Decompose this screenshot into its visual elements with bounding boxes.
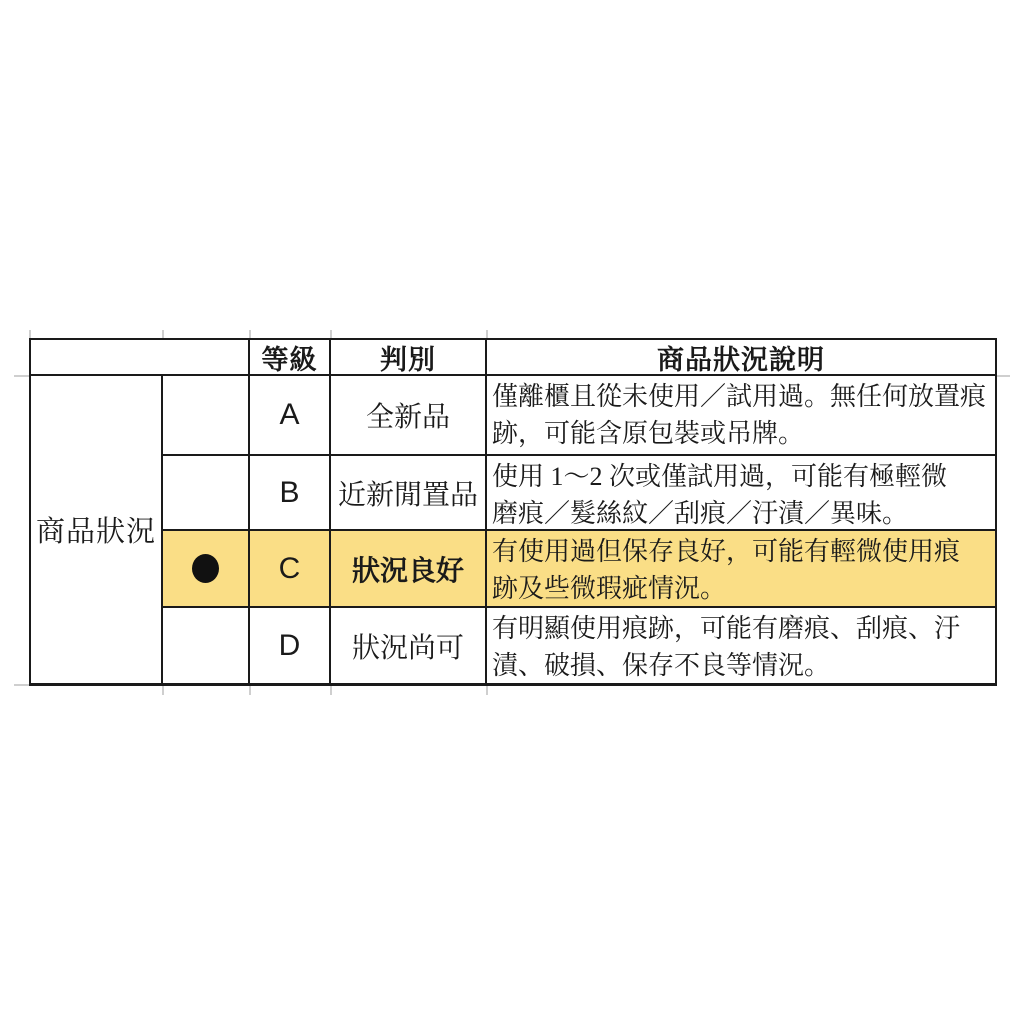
label-cell-b: 近新閒置品 bbox=[331, 456, 487, 531]
grade-cell-c: C bbox=[250, 531, 331, 608]
description-line: 跡及些微瑕疵情況。 bbox=[492, 574, 727, 603]
gridline-stub bbox=[330, 686, 332, 695]
label-cell-a: 全新品 bbox=[331, 376, 487, 456]
row-group-label: 商品狀況 bbox=[31, 376, 163, 683]
marker-cell-a bbox=[163, 376, 250, 456]
gridline-stub bbox=[997, 375, 1010, 377]
label-cell-c: 狀況良好 bbox=[331, 531, 487, 608]
marker-cell-b bbox=[163, 456, 250, 531]
description-cell-b bbox=[487, 456, 995, 531]
condition-table bbox=[29, 338, 997, 686]
label-cell-d: 狀況尚可 bbox=[331, 608, 487, 683]
gridline-stub bbox=[162, 686, 164, 695]
description-line: 漬、破損、保存不良等情況。 bbox=[492, 651, 831, 680]
header-judgement: 判別 bbox=[331, 340, 487, 376]
gridline-stub bbox=[330, 330, 332, 338]
description-line: 磨痕／髮絲紋／刮痕／汙漬／異味。 bbox=[492, 499, 909, 528]
description-line: 跡，可能含原包裝或吊牌。 bbox=[492, 419, 805, 448]
gridline-stub bbox=[249, 686, 251, 695]
header-description: 商品狀況說明 bbox=[487, 340, 995, 376]
grade-cell-b: B bbox=[250, 456, 331, 531]
marker-cell-c bbox=[163, 531, 250, 608]
description-line: 有明顯使用痕跡，可能有磨痕、刮痕、汙 bbox=[492, 614, 961, 643]
grade-cell-a: A bbox=[250, 376, 331, 456]
selected-marker-dot bbox=[192, 554, 219, 583]
gridline-stub bbox=[162, 330, 164, 338]
gridline-stub bbox=[14, 375, 29, 377]
marker-cell-d bbox=[163, 608, 250, 683]
grade-cell-d: D bbox=[250, 608, 331, 683]
description-line: 僅離櫃且從未使用／試用過。無任何放置痕 bbox=[492, 382, 987, 411]
description-line: 有使用過但保存良好，可能有輕微使用痕 bbox=[492, 537, 961, 566]
description-cell-d bbox=[487, 608, 995, 683]
description-line: 使用 1～2 次或僅試用過，可能有極輕微 bbox=[492, 462, 948, 491]
gridline-stub bbox=[14, 684, 29, 686]
description-cell-c bbox=[487, 531, 995, 608]
gridline-stub bbox=[486, 330, 488, 338]
gridline-stub bbox=[486, 686, 488, 695]
gridline-stub bbox=[29, 330, 31, 338]
gridline-stub bbox=[249, 330, 251, 338]
header-grade: 等級 bbox=[250, 340, 331, 376]
description-cell-a bbox=[487, 376, 995, 456]
header-blank-cell bbox=[31, 340, 250, 376]
